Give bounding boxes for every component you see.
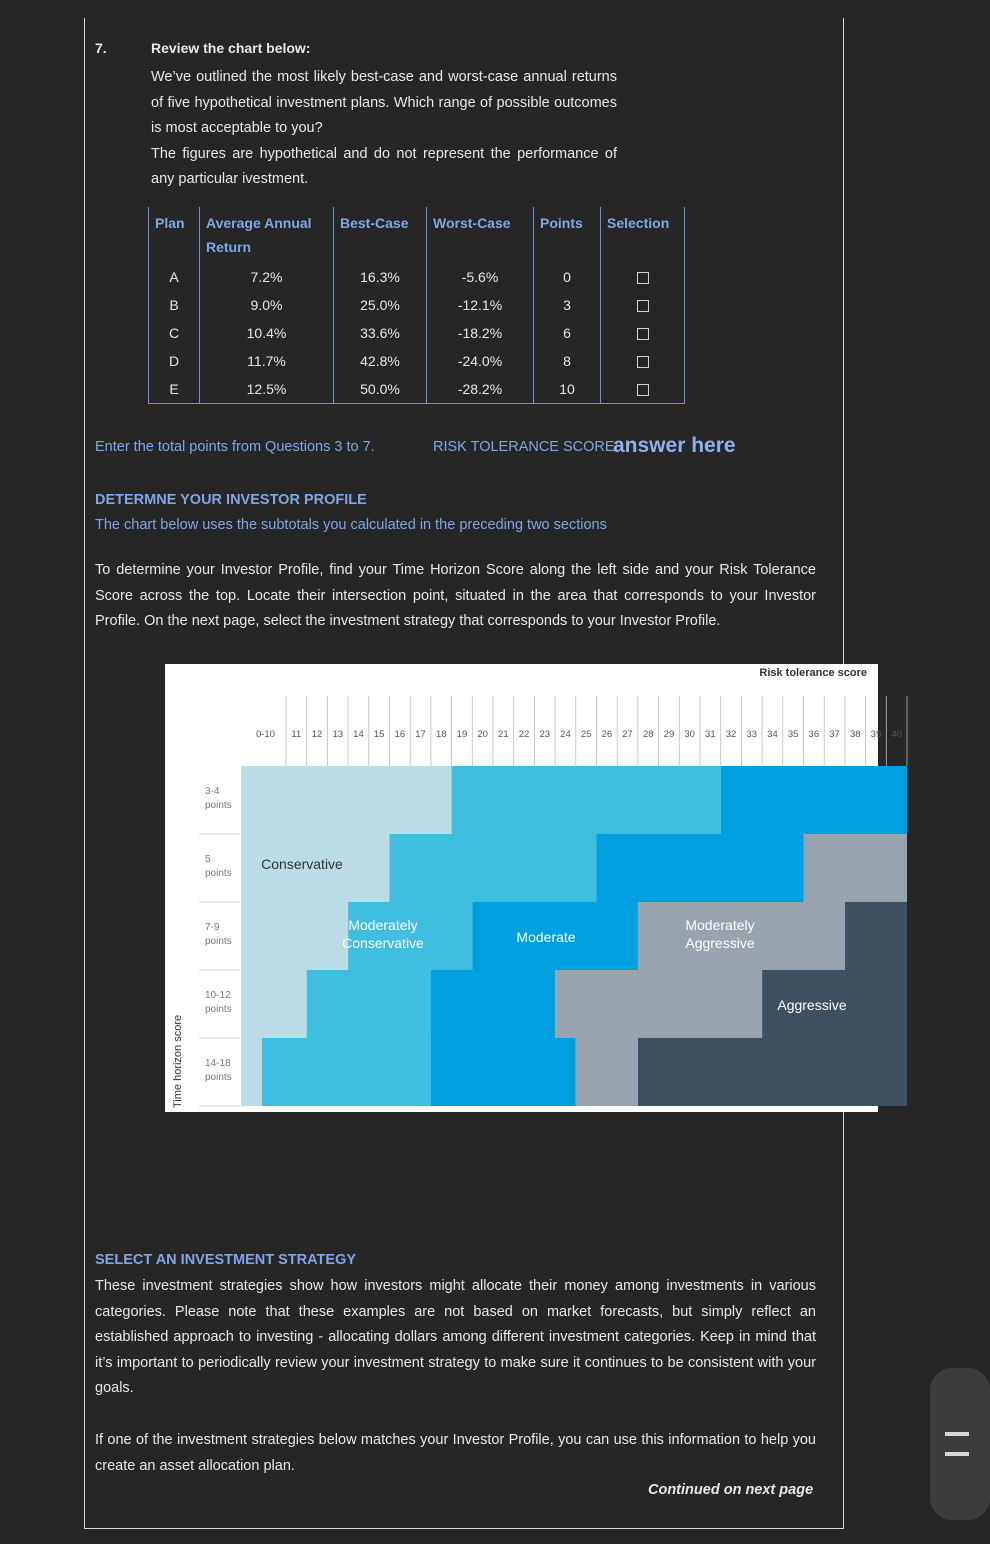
points-cell: 8: [534, 347, 601, 375]
x-tick-label: 29: [663, 729, 675, 740]
continued-on-next-page: Continued on next page: [648, 1482, 814, 1498]
profile-label: Conservative: [342, 935, 424, 951]
plan-cell: D: [149, 347, 200, 375]
profile-band-moderately-conservative: [390, 834, 597, 902]
enter-total-points-text: Enter the total points from Questions 3 to 7.: [95, 439, 375, 455]
plans-table-header: [149, 207, 685, 263]
worst-case-cell: -24.0%: [427, 347, 534, 375]
avg-return-cell: 7.2%: [200, 263, 334, 291]
x-tick-label: 17: [415, 729, 426, 740]
selection-checkbox[interactable]: [637, 356, 649, 368]
profile-label: Moderately: [348, 917, 418, 933]
x-tick-label: 28: [642, 729, 654, 740]
x-tick-label: 12: [311, 729, 323, 740]
points-cell: 10: [534, 375, 601, 404]
x-tick-label: 32: [725, 729, 737, 740]
profile-label: Aggressive: [777, 997, 847, 1013]
avg-return-cell: 12.5%: [200, 375, 334, 404]
col-best-case: Best-Case: [334, 207, 427, 263]
profile-band-conservative: [241, 766, 452, 834]
profile-label: Moderately: [685, 917, 755, 933]
profile-band-moderately-conservative: [307, 970, 452, 1038]
avg-return-cell: 10.4%: [200, 319, 334, 347]
x-tick-label: 19: [456, 729, 468, 740]
profile-band-aggressive: [845, 902, 907, 970]
worst-case-cell: -18.2%: [427, 319, 534, 347]
x-tick-label: 23: [539, 729, 551, 740]
investor-profile-heading: DETERMNE YOUR INVESTOR PROFILE: [95, 492, 367, 508]
question-body: [151, 65, 617, 193]
grip-line-icon: [945, 1452, 969, 1456]
investor-profile-instructions: [95, 558, 816, 635]
plans-table: [148, 207, 685, 404]
y-tick-label: 10-12: [205, 990, 231, 1001]
x-tick-label: 31: [705, 729, 716, 740]
profile-band-moderate: [431, 970, 555, 1038]
avg-return-cell: 9.0%: [200, 291, 334, 319]
x-tick-label: 18: [435, 729, 447, 740]
selection-cell: [601, 291, 685, 319]
x-tick-label: 24: [560, 729, 571, 740]
x-tick-label: 30: [684, 729, 695, 740]
grip-line-icon: [945, 1432, 969, 1436]
points-cell: 0: [534, 263, 601, 291]
table-row: [149, 347, 685, 375]
best-case-cell: 42.8%: [334, 347, 427, 375]
investor-profile-subheading: The chart below uses the subtotals you calculated in the preceding two sections: [95, 517, 607, 533]
y-tick-label: 5: [205, 854, 211, 865]
selection-checkbox[interactable]: [637, 300, 649, 312]
x-tick-label: 33: [746, 729, 758, 740]
y-tick-label: points: [205, 1072, 232, 1083]
x-tick-label: 36: [808, 729, 820, 740]
best-case-cell: 16.3%: [334, 263, 427, 291]
plan-cell: B: [149, 291, 200, 319]
y-tick-label: 7-9: [205, 922, 220, 933]
col-worst-case: Worst-Case: [427, 207, 534, 263]
y-tick-label: points: [205, 868, 232, 879]
points-cell: 6: [534, 319, 601, 347]
profile-band-moderate: [597, 834, 804, 902]
risk-tolerance-answer-field[interactable]: answer here: [613, 434, 736, 457]
worst-case-cell: -5.6%: [427, 263, 534, 291]
table-row: [149, 319, 685, 347]
x-tick-label: 13: [332, 729, 344, 740]
profile-band-moderately-aggressive: [555, 970, 762, 1038]
x-tick-label: 16: [394, 729, 406, 740]
x-tick-label: 22: [518, 729, 530, 740]
col-average-annual-return: Average Annual Return: [200, 207, 334, 263]
profile-label: Aggressive: [685, 935, 755, 951]
x-tick-label: 21: [498, 729, 509, 740]
investment-strategy-heading: SELECT AN INVESTMENT STRATEGY: [95, 1252, 357, 1268]
best-case-cell: 50.0%: [334, 375, 427, 404]
y-tick-label: points: [205, 936, 232, 947]
question-number: 7.: [95, 40, 107, 56]
instructions-text: To determine your Investor Profile, find your Time Horizon Score along the left side and your Risk Tolerance Score across the top. Locate their intersection point, situated in the area that corresponds to your Investor Profile. On the next page, select the investment strategy that corresponds to your Investor Profile.: [95, 562, 816, 630]
profile-band-conservative: [241, 1038, 262, 1106]
selection-cell: [601, 263, 685, 291]
x-tick-label: 15: [373, 729, 385, 740]
x-tick-label: 25: [580, 729, 592, 740]
strategy-text-2: If one of the investment strategies below matches your Investor Profile, you can use this information to help you create an asset allocation plan.: [95, 1432, 816, 1474]
plan-cell: A: [149, 263, 200, 291]
profile-band-moderately-aggressive: [804, 834, 908, 902]
col-plan: Plan: [149, 207, 200, 263]
x-tick-label: 26: [601, 729, 613, 740]
x-tick-label: 39: [870, 729, 882, 740]
question-title: Review the chart below:: [151, 40, 311, 56]
x-tick-label: 37: [829, 729, 840, 740]
selection-cell: [601, 375, 685, 404]
col-selection: Selection: [601, 207, 685, 263]
question-paragraph-2: The figures are hypothetical and do not represent the performance of any particular ivestment.: [151, 145, 617, 187]
x-tick-label: 20: [477, 729, 488, 740]
profile-band-moderate: [721, 766, 907, 834]
x-tick-label: 27: [622, 729, 633, 740]
investment-strategy-paragraph-2: [95, 1428, 816, 1479]
profile-band-aggressive: [638, 1038, 907, 1106]
y-axis-label: Time horizon score: [172, 1014, 184, 1108]
y-tick-label: points: [205, 800, 232, 811]
profile-band-moderately-conservative: [452, 766, 721, 834]
side-panel-handle[interactable]: [930, 1368, 990, 1520]
y-tick-label: 3-4: [205, 786, 220, 797]
x-tick-label: 14: [353, 729, 364, 740]
plan-cell: E: [149, 375, 200, 404]
investor-profile-chart-svg: [165, 664, 902, 1112]
best-case-cell: 33.6%: [334, 319, 427, 347]
x-tick-label: 35: [787, 729, 799, 740]
table-row: [149, 291, 685, 319]
x-tick-label: 34: [767, 729, 778, 740]
x-tick-label: 11: [291, 729, 302, 740]
strategy-text-1: These investment strategies show how investors might allocate their money among investments in various categories. Please note that these examples are not based on market forecasts, but simply reflect an established approach to investing - allocating dollars among different investment categories. Keep in mind that it’s important to periodically review your investment strategy to make sure it continues to be consistent with your goals.: [95, 1278, 816, 1397]
y-tick-label: points: [205, 1004, 232, 1015]
selection-checkbox[interactable]: [637, 328, 649, 340]
profile-band-moderately-aggressive: [576, 1038, 638, 1106]
table-row: [149, 375, 685, 404]
x-tick-label: 0-10: [255, 729, 276, 740]
x-tick-label: 38: [849, 729, 861, 740]
worst-case-cell: -28.2%: [427, 375, 534, 404]
y-tick-label: 14-18: [205, 1058, 231, 1069]
avg-return-cell: 11.7%: [200, 347, 334, 375]
best-case-cell: 25.0%: [334, 291, 427, 319]
x-tick-label: 40: [891, 729, 902, 740]
selection-cell: [601, 319, 685, 347]
points-cell: 3: [534, 291, 601, 319]
selection-checkbox[interactable]: [637, 384, 649, 396]
col-points: Points: [534, 207, 601, 263]
investment-strategy-paragraph-1: [95, 1274, 816, 1402]
chart-title: Risk tolerance score: [759, 667, 867, 679]
profile-band-moderately-conservative: [262, 1038, 431, 1106]
selection-cell: [601, 347, 685, 375]
investor-profile-chart: [165, 664, 902, 1112]
profile-label: Moderate: [516, 929, 576, 945]
profile-band-moderate: [431, 1038, 576, 1106]
risk-tolerance-label: RISK TOLERANCE SCORE:: [433, 439, 619, 455]
table-row: [149, 263, 685, 291]
profile-label: Conservative: [261, 856, 343, 872]
worst-case-cell: -12.1%: [427, 291, 534, 319]
selection-checkbox[interactable]: [637, 272, 649, 284]
plan-cell: C: [149, 319, 200, 347]
profile-band-conservative: [241, 902, 348, 970]
profile-band-conservative: [241, 970, 307, 1038]
question-paragraph-1: We’ve outlined the most likely best-case and worst-case annual returns of five hypothetical investment plans. Which range of possible outcomes is most acceptable to you?: [151, 69, 617, 136]
